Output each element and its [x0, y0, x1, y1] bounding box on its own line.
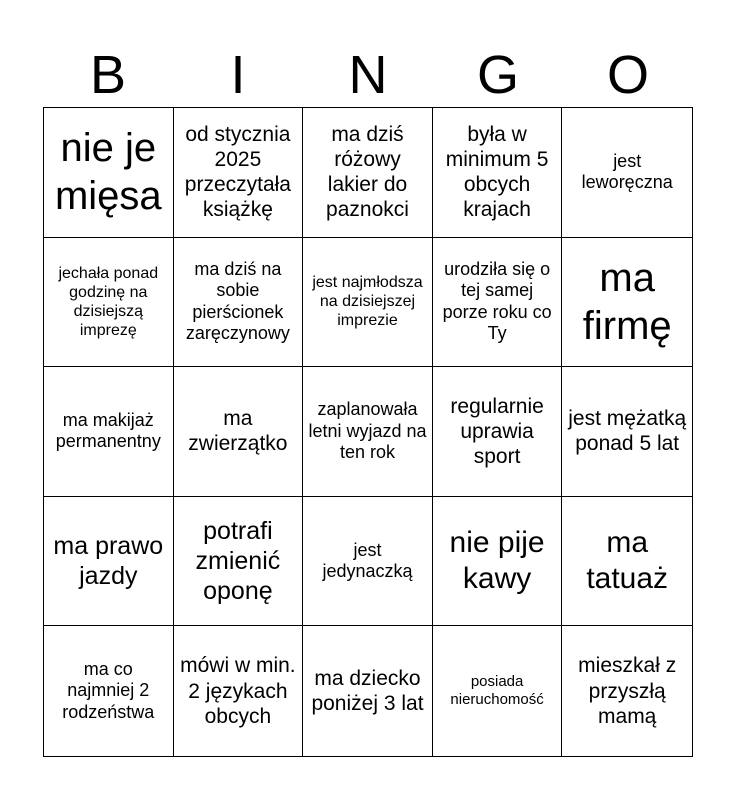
bingo-cell-text: była w minimum 5 obcych krajach [445, 122, 549, 222]
bingo-cell[interactable] [562, 497, 692, 627]
bingo-cell-text: nie je mięsa [54, 126, 162, 219]
bingo-cell[interactable] [562, 238, 692, 368]
bingo-cell[interactable] [433, 108, 563, 238]
header-letter-g: G [476, 45, 519, 105]
bingo-cell[interactable] [303, 238, 433, 368]
bingo-cell[interactable] [44, 108, 174, 238]
bingo-cell[interactable] [44, 367, 174, 497]
bingo-cell[interactable] [44, 238, 174, 368]
bingo-cell-text: jest jedynaczką [322, 539, 413, 582]
bingo-board [43, 107, 693, 757]
bingo-cell[interactable] [174, 238, 304, 368]
bingo-cell-text: jest leworęczna [581, 150, 673, 193]
bingo-cell[interactable] [174, 626, 304, 756]
bingo-cell[interactable] [303, 626, 433, 756]
bingo-cell[interactable] [174, 367, 304, 497]
bingo-cell[interactable] [433, 626, 563, 756]
bingo-cell-text: ma tatuaż [586, 526, 669, 596]
bingo-cell[interactable] [303, 108, 433, 238]
bingo-cell[interactable] [303, 497, 433, 627]
bingo-cell-text: ma dziś różowy lakier do paznokci [326, 122, 409, 222]
bingo-cell-text: ma firmę [582, 255, 672, 348]
bingo-cell-text: jechała ponad godzinę na dzisiejszą imprezę [58, 264, 159, 340]
bingo-cell-text: ma prawo jazdy [53, 532, 164, 591]
bingo-cell-text: mówi w min. 2 językach obcych [180, 654, 296, 728]
bingo-cell-text: ma makijaż permanentny [55, 409, 161, 452]
bingo-cell[interactable] [174, 497, 304, 627]
bingo-cell-text: ma dziecko poniżej 3 lat [311, 667, 424, 716]
header-letter-b: B [89, 45, 127, 105]
bingo-cell-text: jest najmłodsza na dzisiejszej imprezie [312, 274, 423, 330]
bingo-cell[interactable] [562, 108, 692, 238]
bingo-cell[interactable] [433, 367, 563, 497]
bingo-cell-text: jest mężatką ponad 5 lat [568, 407, 687, 456]
header-letter-o: O [606, 45, 649, 105]
bingo-cell-text: zaplanowała letni wyjazd na ten rok [308, 399, 427, 463]
bingo-cell[interactable] [174, 108, 304, 238]
bingo-cell[interactable] [303, 367, 433, 497]
bingo-cell[interactable] [433, 497, 563, 627]
header-letter-n: N [348, 45, 388, 105]
bingo-cell-text: potrafi zmienić oponę [195, 517, 281, 606]
bingo-cell-text: ma co najmniej 2 rodzeństwa [62, 658, 155, 722]
bingo-cell-text: nie pije kawy [449, 526, 545, 596]
bingo-cell[interactable] [562, 626, 692, 756]
bingo-header [43, 40, 693, 110]
bingo-cell-text: mieszkał z przyszłą mamą [578, 654, 677, 728]
bingo-cell[interactable] [44, 626, 174, 756]
header-letter-i: I [230, 45, 246, 105]
bingo-cell-text: regularnie uprawia sport [450, 394, 544, 469]
bingo-cell-text: od stycznia 2025 przeczytała książkę [184, 122, 291, 222]
bingo-cell-text: urodziła się o tej samej porze roku co Ty [442, 258, 552, 344]
bingo-cell[interactable] [433, 238, 563, 368]
bingo-cell-text: posiada nieruchomość [450, 673, 544, 709]
bingo-cell-text: ma zwierzątko [188, 407, 288, 456]
bingo-cell-text: ma dziś na sobie pierścionek zaręczynowy [185, 258, 290, 344]
bingo-cell[interactable] [44, 497, 174, 627]
bingo-cell[interactable] [562, 367, 692, 497]
